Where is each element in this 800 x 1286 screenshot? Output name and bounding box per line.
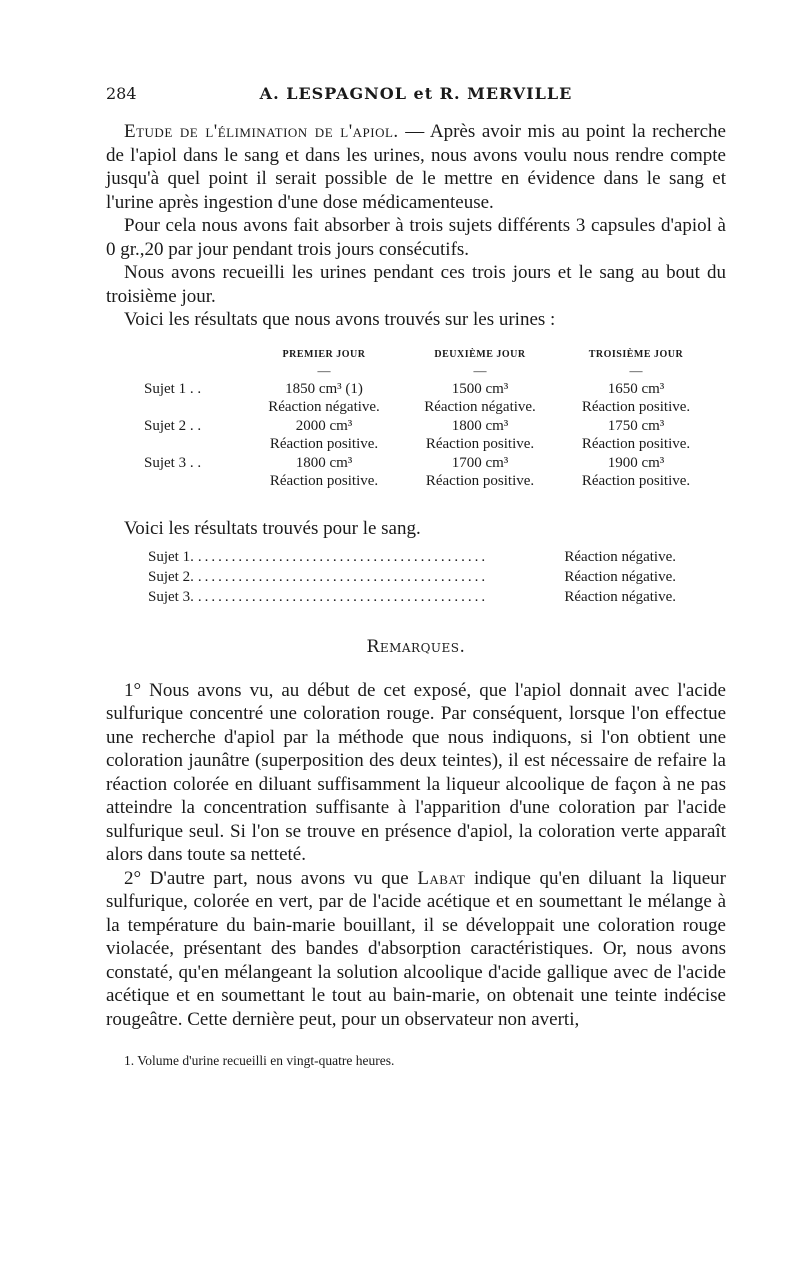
reaction-cell: Réaction positive. — [425, 473, 535, 490]
subject-label: Sujet 2 . . — [144, 417, 202, 434]
table-header-row — [142, 348, 714, 362]
blood-intro: Voici les résultats trouvés pour le sang. — [124, 518, 421, 539]
blood-subject: Sujet 1. — [148, 548, 194, 565]
list-item — [148, 567, 676, 587]
reaction-cell: Réaction négative. — [424, 399, 536, 416]
dash-2: — — [473, 362, 487, 378]
author-name: Labat — [417, 867, 466, 889]
leader-dots: ........................................... — [197, 568, 489, 585]
remark-2-text: indique qu'en diluant la liqueur sulfurique, colorée en vert, par de l'acide acétique et en soumettant le mélange à la température du bain-marie bouillant, il se développait une coloration rouge violacée, présentant des bandes d'absorption caractéristiques. Or, nous avons constaté, qu'en mélangeant la solution alcoolique d'acide gallique avec de l'acide acétique et en soumettant le tout au bain-marie, on obtenait une teinte indécise rougeâtre. Cette dernière peut, pour un observateur non averti, — [106, 867, 726, 1030]
reaction-cell: Réaction positive. — [269, 473, 379, 490]
table-row — [142, 436, 714, 455]
running-head: A. LESPAGNOL et R. MERVILLE — [259, 84, 573, 103]
table-row — [142, 417, 714, 436]
reaction-cell: Réaction positive. — [581, 399, 691, 416]
reaction-cell: Réaction positive. — [269, 436, 379, 453]
volume-cell: 1650 cm³ — [607, 380, 665, 397]
section-title: Etude de l'élimination de l'apiol. — [124, 121, 399, 142]
subject-blank — [142, 473, 246, 492]
page-number: 284 — [106, 84, 137, 103]
page — [106, 84, 726, 1069]
table-header-blank — [142, 348, 246, 362]
dash-blank — [142, 362, 246, 381]
remark-2-start: 2° D'autre part, nous avons vu que — [124, 867, 418, 889]
header-day-2: DEUXIÈME JOUR — [434, 349, 526, 360]
subject-label: Sujet 3 . . — [144, 454, 202, 471]
remarks-section — [106, 679, 726, 1032]
subject-blank — [142, 436, 246, 455]
footnote: 1. Volume d'urine recueilli en vingt-quatre heures. — [124, 1053, 395, 1068]
header-day-1: PREMIER JOUR — [282, 349, 366, 360]
volume-cell: 1800 cm³ — [451, 417, 509, 434]
volume-cell: 1500 cm³ — [451, 380, 509, 397]
blood-subject: Sujet 2. — [148, 568, 194, 585]
blood-result: Réaction négative. — [564, 548, 676, 565]
table-row — [142, 473, 714, 492]
urine-results-table — [142, 348, 714, 492]
blood-result: Réaction négative. — [564, 588, 676, 605]
blood-subject: Sujet 3. — [148, 588, 194, 605]
reaction-cell: Réaction positive. — [581, 436, 691, 453]
dash-1: — — [317, 362, 331, 378]
list-item — [148, 587, 676, 607]
paragraph-4: Voici les résultats que nous avons trouvés sur les urines : — [124, 309, 556, 330]
leader-dots: ........................................... — [197, 548, 489, 565]
blood-result: Réaction négative. — [564, 568, 676, 585]
table-dash-row — [142, 362, 714, 381]
volume-cell: 1800 cm³ — [295, 454, 353, 471]
paragraph-1-text: — Après avoir mis au point la recherche de l'apiol dans le sang et dans les urines, nous avons voulu nous rendre compte jusqu'à quel point il serait possible de le mettre en évidence dans le sang et l'urine après ingestion d'une dose médicamenteuse. — [106, 121, 726, 213]
volume-cell: 1900 cm³ — [607, 454, 665, 471]
reaction-cell: Réaction positive. — [581, 473, 691, 490]
paragraph-3: Nous avons recueilli les urines pendant ces trois jours et le sang au bout du troisième jour. — [106, 262, 726, 307]
header-day-3: TROISIÈME JOUR — [588, 349, 684, 360]
paragraph-1 — [106, 120, 726, 214]
leader-dots: ........................................... — [197, 588, 489, 605]
subject-blank — [142, 399, 246, 418]
reaction-cell: Réaction positive. — [425, 436, 535, 453]
volume-cell: 2000 cm³ — [295, 417, 353, 434]
paragraph-2: Pour cela nous avons fait absorber à trois sujets différents 3 capsules d'apiol à 0 gr.,20 par jour pendant trois jours consécutifs. — [106, 215, 726, 260]
blood-results-list — [148, 547, 676, 607]
remark-2 — [106, 867, 726, 1032]
table-row — [142, 454, 714, 473]
blood-section — [106, 517, 726, 541]
table-row — [142, 380, 714, 399]
table-row — [142, 399, 714, 418]
volume-cell: 1700 cm³ — [451, 454, 509, 471]
volume-cell: 1750 cm³ — [607, 417, 665, 434]
list-item — [148, 547, 676, 567]
remarks-heading: Remarques. — [366, 636, 466, 657]
reaction-cell: Réaction négative. — [268, 399, 380, 416]
dash-3: — — [629, 362, 643, 378]
page-header — [106, 84, 726, 108]
volume-cell: 1850 cm³ (1) — [285, 380, 363, 397]
elimination-section — [106, 120, 726, 332]
remark-1: 1° Nous avons vu, au début de cet exposé, que l'apiol donnait avec l'acide sulfurique concentré une coloration rouge. Par conséquent, lorsque l'on effectue une recherche d'apiol par la méthode que nous indiquons, si l'on obtient une coloration jaunâtre (superposition des deux teintes), il est nécessaire de refaire la réaction colorée en diluant suffisamment la liqueur alcoolique de façon à ne pas atteindre la concentration suffisante à l'apparition d'une coloration par l'acide sulfurique seul. Si l'on se trouve en présence d'apiol, la coloration verte apparaît alors dans toute sa netteté. — [106, 679, 726, 865]
subject-label: Sujet 1 . . — [144, 380, 202, 397]
